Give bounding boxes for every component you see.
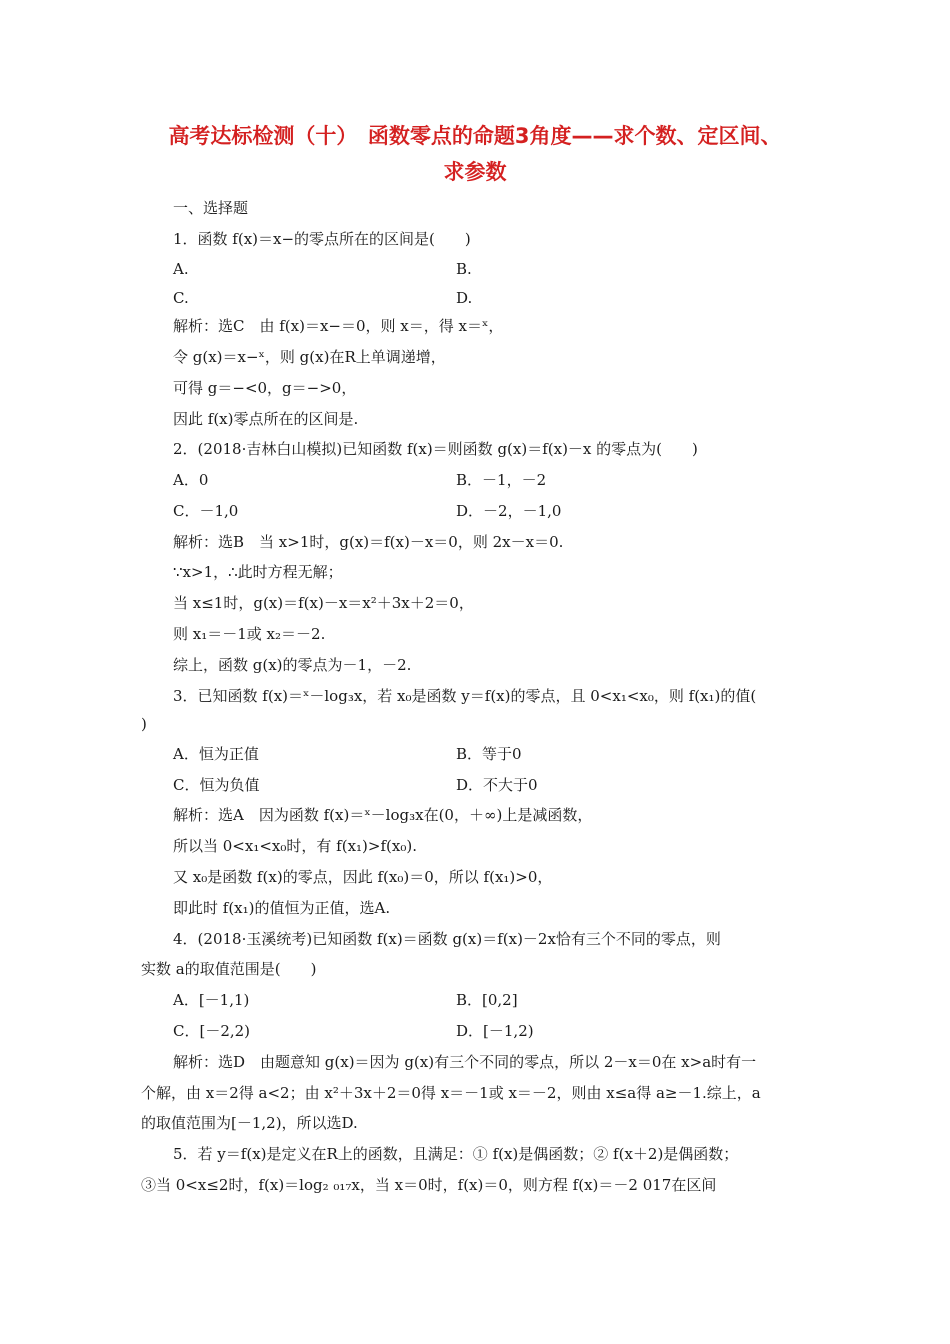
q1-option-a: A. <box>173 260 189 278</box>
q1-option-d: D. <box>456 289 473 307</box>
q3-solution-line: 所以当 0<x₁<x₀时，有 f(x₁)>f(x₀). <box>173 837 417 855</box>
q4-option-b: B．[0,2] <box>456 991 518 1009</box>
q4-solution-line: 个解，由 x＝2得 a<2；由 x²＋3x＋2＝0得 x＝－1或 x＝－2，则由 x≤a得 a≥－1.综上，a <box>141 1084 761 1102</box>
q3-solution-line: 又 x₀是函数 f(x)的零点，因此 f(x₀)＝0，所以 f(x₁)>0， <box>173 868 553 886</box>
q4-solution-line: 的取值范围为[－1,2)，所以选D. <box>141 1114 358 1132</box>
q2-solution-line: 解析：选B 当 x>1时，g(x)＝f(x)－x＝0，则 2x－x＝0. <box>173 533 564 551</box>
document-title-continued: 求参数 <box>443 160 507 184</box>
q4-option-d: D．[－1,2) <box>456 1022 534 1040</box>
q1-option-b: B. <box>456 260 472 278</box>
q4-stem: 4．(2018·玉溪统考)已知函数 f(x)＝函数 g(x)＝f(x)－2x恰有三个不同的零点，则 <box>173 930 721 948</box>
q1-stem: 1．函数 f(x)＝x−的零点所在的区间是( ) <box>173 230 471 248</box>
q1-solution-line: 因此 f(x)零点所在的区间是. <box>173 410 359 428</box>
q4-stem-continued: 实数 a的取值范围是( ) <box>141 960 317 978</box>
q3-stem: 3．已知函数 f(x)＝ˣ－log₃x，若 x₀是函数 y＝f(x)的零点，且 0<x₁<x₀，则 f(x₁)的值( <box>173 687 757 705</box>
q2-solution-line: ∵x>1，∴此时方程无解； <box>173 563 343 581</box>
q4-option-a: A．[－1,1) <box>173 991 250 1009</box>
q2-solution-line: 综上，函数 g(x)的零点为－1，－2. <box>173 656 412 674</box>
q2-stem: 2．(2018·吉林白山模拟)已知函数 f(x)＝则函数 g(x)＝f(x)－x 的零点为( ) <box>173 440 698 458</box>
q4-option-c: C．[－2,2) <box>173 1022 251 1040</box>
q1-solution-line: 解析：选C 由 f(x)＝x−＝0，则 x＝，得 x＝ˣ， <box>173 317 504 335</box>
document-title: 高考达标检测（十） 函数零点的命题3角度——求个数、定区间、 <box>168 124 782 148</box>
q3-option-a: A．恒为正值 <box>173 745 259 763</box>
q2-option-a: A．0 <box>173 471 209 489</box>
q2-option-b: B．－1，－2 <box>456 471 547 489</box>
q2-solution-line: 当 x≤1时，g(x)＝f(x)－x＝x²＋3x＋2＝0， <box>173 594 474 612</box>
q4-solution-line: 解析：选D 由题意知 g(x)＝因为 g(x)有三个不同的零点，所以 2－x＝0在 x>a时有一 <box>173 1053 757 1071</box>
q2-option-c: C．－1,0 <box>173 502 239 520</box>
section-heading: 一、选择题 <box>173 199 249 217</box>
q1-solution-line: 令 g(x)＝x−ˣ，则 g(x)在R上单调递增， <box>173 348 446 366</box>
q1-option-c: C. <box>173 289 189 307</box>
q3-solution-line: 即此时 f(x₁)的值恒为正值，选A. <box>173 899 391 917</box>
q3-option-b: B．等于0 <box>456 745 522 763</box>
q2-option-d: D．－2，－1,0 <box>456 502 562 520</box>
q3-option-c: C．恒为负值 <box>173 776 260 794</box>
q5-stem-continued: ③当 0<x≤2时，f(x)＝log₂ ₀₁₇x，当 x＝0时，f(x)＝0，则方程 f(x)＝－2 017在区间 <box>141 1176 717 1194</box>
q1-solution-line: 可得 g＝−<0，g＝−>0， <box>173 379 357 397</box>
q2-solution-line: 则 x₁＝－1或 x₂＝－2. <box>173 625 326 643</box>
q3-option-d: D．不大于0 <box>456 776 538 794</box>
q3-solution-line: 解析：选A 因为函数 f(x)＝ˣ－log₃x在(0，＋∞)上是减函数， <box>173 806 593 824</box>
q5-stem: 5．若 y＝f(x)是定义在R上的函数，且满足：① f(x)是偶函数；② f(x＋2)是偶函数； <box>173 1145 739 1163</box>
q3-stem-continued: ) <box>141 715 147 733</box>
